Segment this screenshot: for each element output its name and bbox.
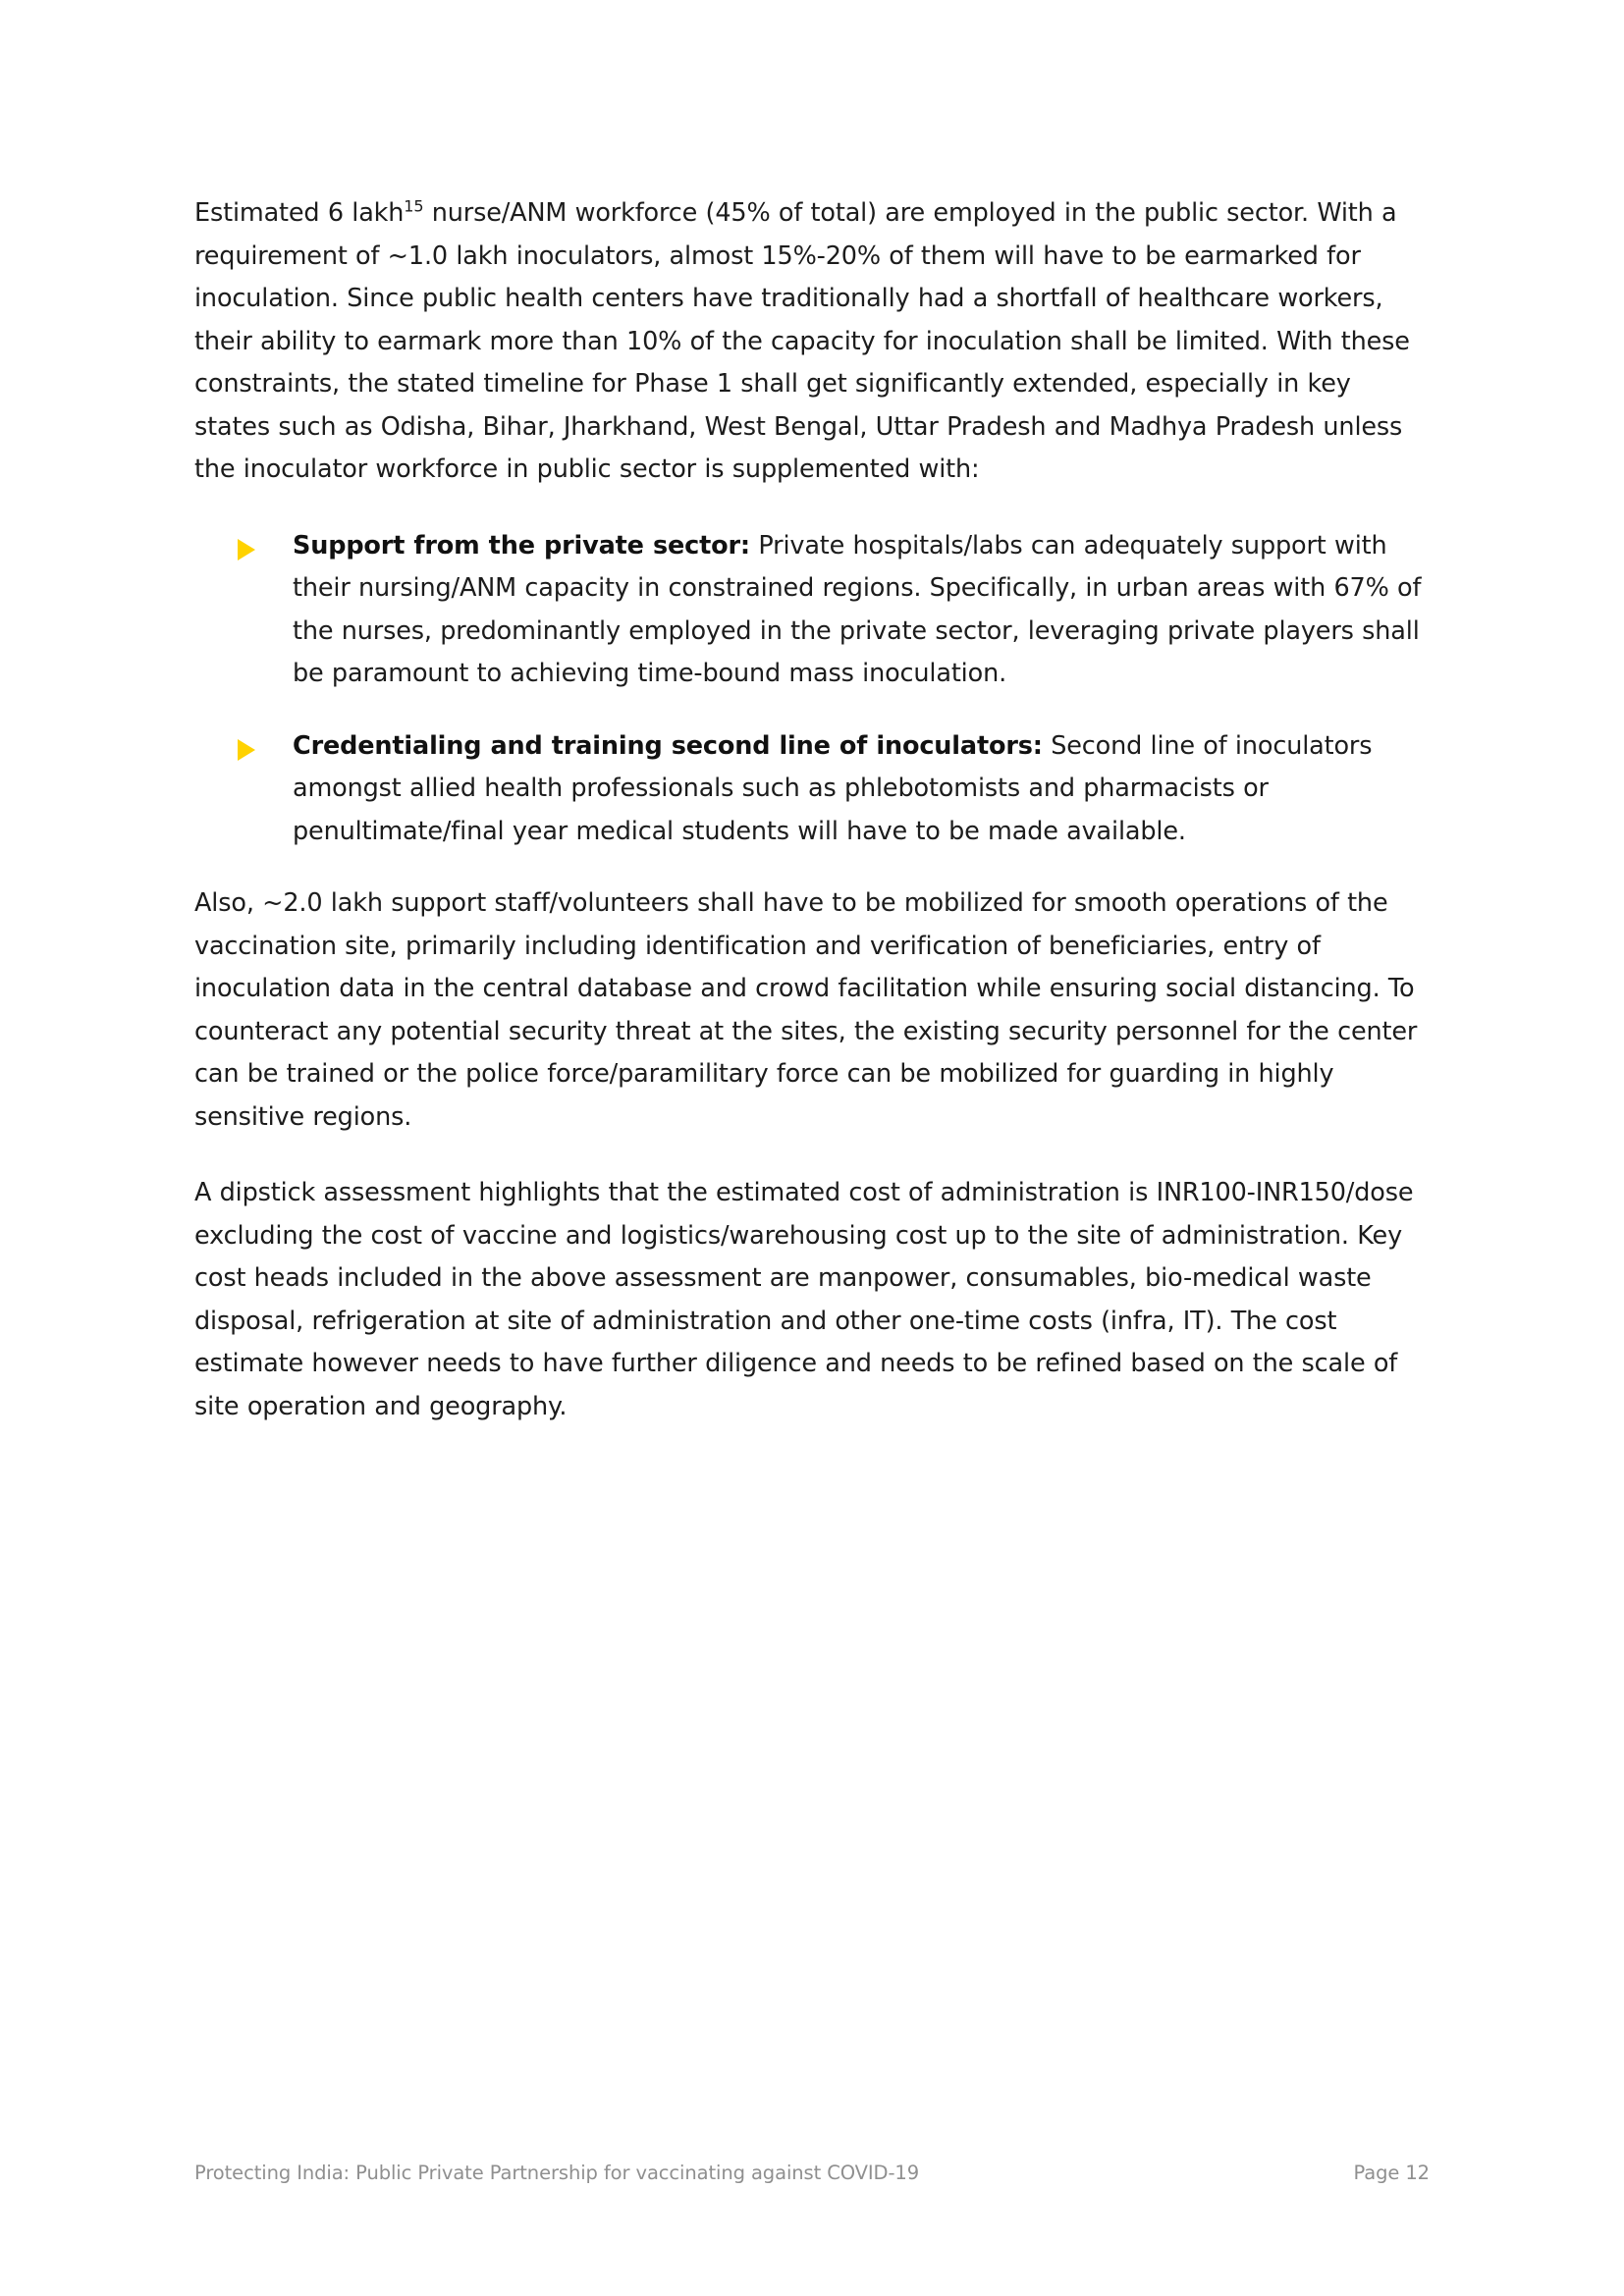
supplement-bullet-list xyxy=(194,525,1432,854)
list-item xyxy=(194,725,1432,854)
paragraph-workforce xyxy=(194,192,1432,492)
list-item-body-text: Second line of inoculators amongst allied health professionals such as phlebotomists and pharmacists or penultimate/final year medical students will have to be made available. xyxy=(293,730,1373,846)
list-item xyxy=(194,525,1432,696)
list-item-body-text: Private hospitals/labs can adequately support with their nursing/ANM capacity in constrained regions. Specifically, in urban areas with 67% of the nurses, predominantly employed in the private sector, leveraging private players shall be paramount to achieving time-bound mass inoculation. xyxy=(293,530,1422,688)
triangle-bullet-icon xyxy=(238,539,255,561)
list-item-lead-label: Support from the private sector: xyxy=(293,530,750,561)
page-footer xyxy=(194,2162,1430,2184)
triangle-bullet-icon xyxy=(238,739,255,761)
paragraph-workforce-text-before-footnote: Estimated 6 lakh xyxy=(194,198,405,228)
page-content xyxy=(194,192,1432,1462)
list-item-lead-label: Credentialing and training second line of inoculators: xyxy=(293,730,1043,761)
paragraph-workforce-text-after-footnote: nurse/ANM workforce (45% of total) are employed in the public sector. With a requirement of ~1.0 lakh inoculators, almost 15%-20% of them will have to be earmarked for inoculation. Since public health centers have traditionally had a shortfall of healthcare workers, their ability to earmark more than 10% of the capacity for inoculation shall be limited. With these constraints, the stated timeline for Phase 1 shall get significantly extended, especially in key states such as Odisha, Bihar, Jharkhand, West Bengal, Uttar Pradesh and Madhya Pradesh unless the inoculator workforce in public sector is supplemented with: xyxy=(194,198,1410,484)
paragraph-cost-assessment: A dipstick assessment highlights that the estimated cost of administration is INR100-INR150/dose excluding the cost of vaccine and logistics/warehousing cost up to the site of administration. Key cost heads included in the above assessment are manpower, consumables, bio-medical waste disposal, refrigeration at site of administration and other one-time costs (infra, IT). The cost estimate however needs to have further diligence and needs to be refined based on the scale of site operation and geography. xyxy=(194,1178,1414,1421)
footer-page-number: Page 12 xyxy=(1353,2162,1430,2184)
paragraph-support-staff: Also, ~2.0 lakh support staff/volunteers shall have to be mobilized for smooth operations of the vaccination site, primarily including identification and verification of beneficiaries, entry of inoculation data in the central database and crowd facilitation while ensuring social distancing. To counteract any potential security threat at the sites, the existing security personnel for the center can be trained or the police force/paramilitary force can be mobilized for guarding in highly sensitive regions. xyxy=(194,888,1418,1132)
footer-document-title: Protecting India: Public Private Partnership for vaccinating against COVID-19 xyxy=(194,2162,919,2184)
footnote-reference-15[interactable]: 15 xyxy=(404,196,424,216)
